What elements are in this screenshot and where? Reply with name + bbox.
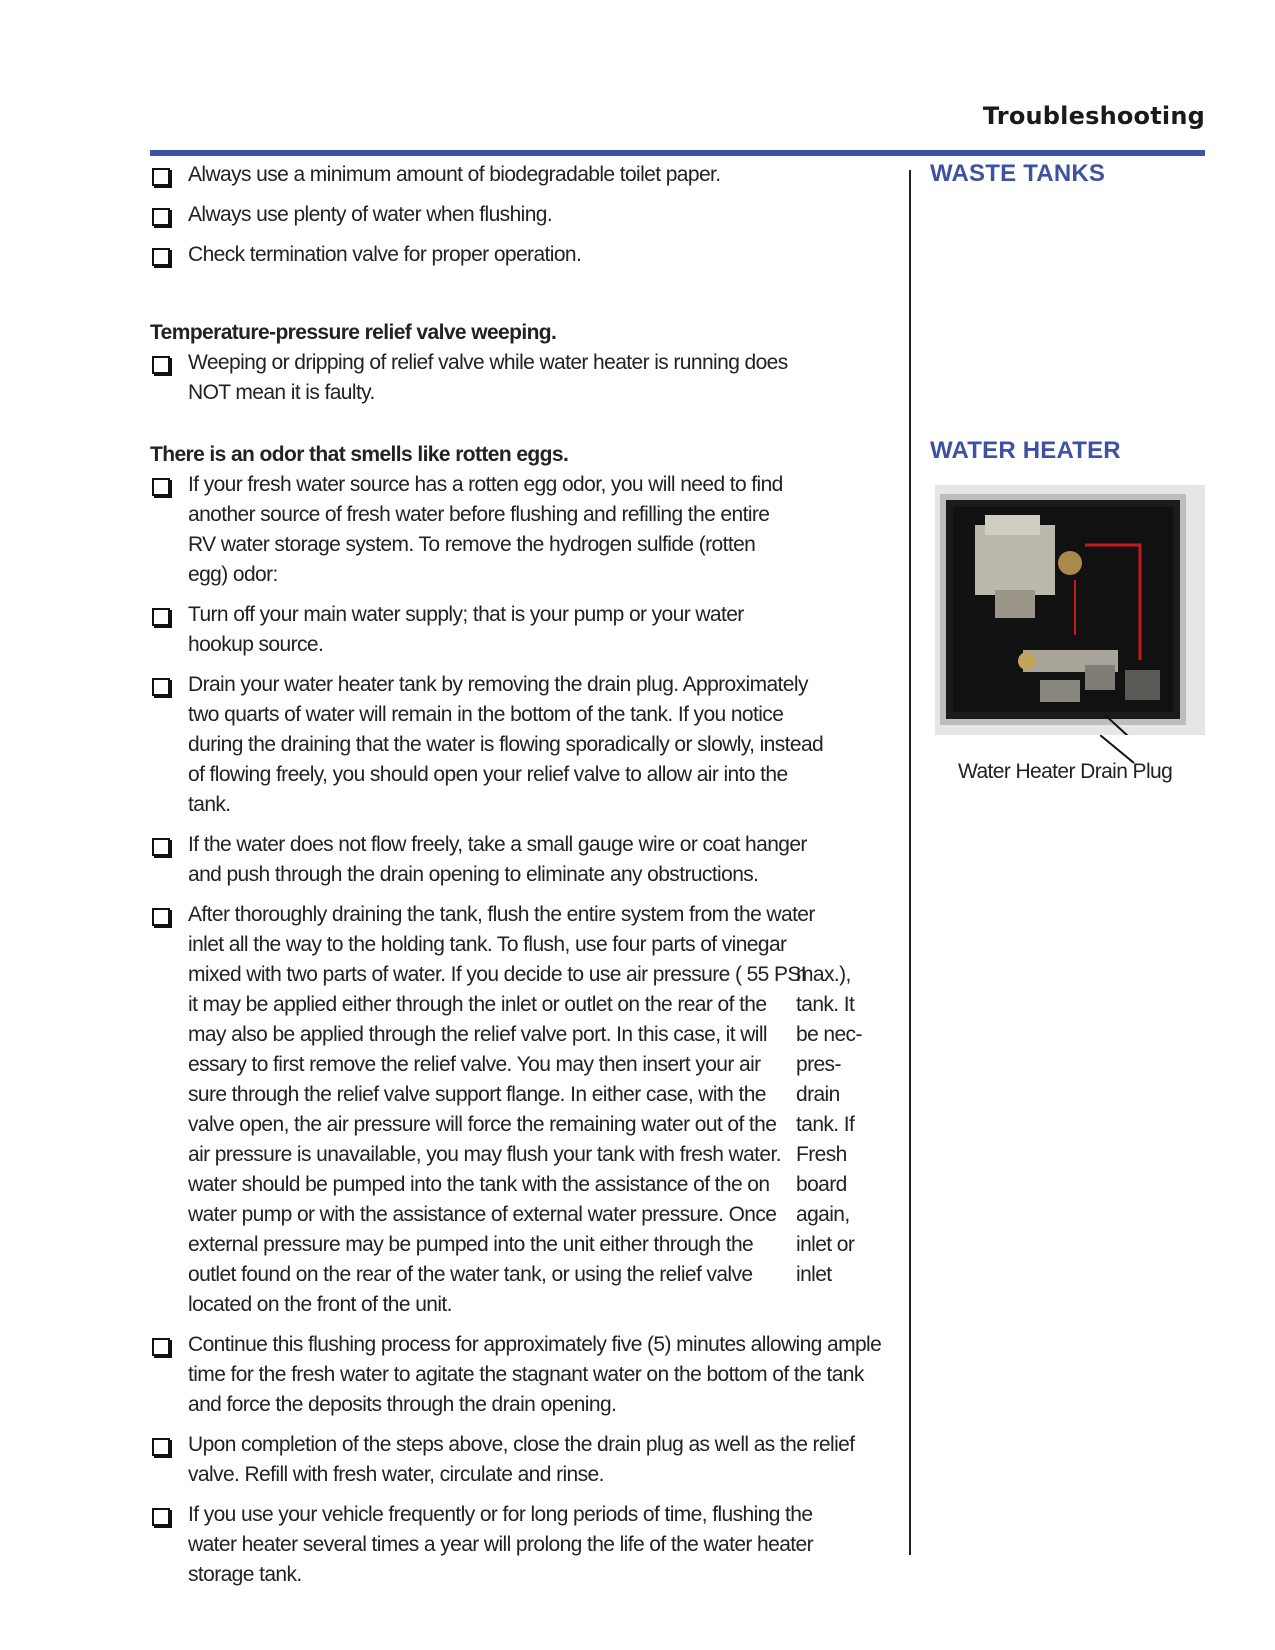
list-item [150, 240, 895, 270]
side-fragment: board [796, 1173, 847, 1196]
item-text: Always use a minimum amount of biodegradable toilet paper. [188, 163, 721, 186]
flush-two-column [188, 963, 888, 1320]
side-fragment: pres- [796, 1053, 841, 1076]
checkbox-icon [152, 356, 170, 374]
header-rule [150, 150, 1205, 156]
column-divider [909, 170, 911, 1555]
side-fragment: again, [796, 1203, 850, 1226]
item-text: If the water does not flow freely, take a small gauge wire or coat hanger and push through the drain opening to eliminate any obstructions. [188, 833, 807, 886]
item-text: Continue this flushing process for approximately five (5) minutes allowing ample time for the fresh water to agitate the stagnant water on the bottom of the tank and force the deposits through the drain opening. [188, 1333, 882, 1416]
side-fragment: inlet or [796, 1233, 855, 1256]
checkbox-icon [152, 1508, 170, 1526]
list-item [150, 670, 828, 820]
checkbox-icon [152, 608, 170, 626]
item-text: Weeping or dripping of relief valve while water heater is running does NOT mean it is faulty. [188, 351, 788, 404]
odor-heading: There is an odor that smells like rotten eggs. [150, 443, 569, 466]
checkbox-icon [152, 678, 170, 696]
flush-side-fragments [796, 960, 866, 1320]
flush-text-body: it may be applied either through the inlet or outlet on the rear of the may also be applied through the relief valve port. In this case, it will essary to first remove the relief valve. You may then insert your air sure through the relief valve support flange. In either case, with the valve open, the air pressure will force the remaining water out of the air pressure is unavailable, you may flush your tank with fresh water. water should be pumped into the tank with the assistance of the on water pump or with the assistance of external water pressure. Once external pressure may be pumped into the unit either through the outlet found on the rear of the water tank, or using the relief valve located on the front of the unit. [188, 993, 781, 1316]
item-text: If your fresh water source has a rotten egg odor, you will need to find another source of fresh water before flushing and refilling the entire RV water storage system. To remove the hydrogen sulfide (rotten egg) odor: [188, 473, 783, 586]
list-item [150, 830, 828, 890]
list-item [150, 200, 895, 230]
page-header-title: Troubleshooting [982, 102, 1205, 130]
checkbox-icon [152, 1438, 170, 1456]
item-text: If you use your vehicle frequently or for long periods of time, flushing the water heater several times a year will prolong the life of the water heater storage tank. [188, 1503, 814, 1586]
side-fragment: tank. If [796, 1113, 855, 1136]
checkbox-icon [152, 208, 170, 226]
checkbox-icon [152, 248, 170, 266]
water-heater-heading: WATER HEATER [930, 437, 1121, 464]
side-fragment: max.), [796, 963, 851, 986]
checkbox-icon [152, 168, 170, 186]
side-fragment: drain [796, 1083, 840, 1106]
relief-valve-heading: Temperature-pressure relief valve weeping. [150, 321, 557, 344]
flush-text-top: After thoroughly draining the tank, flush the entire system from the water inlet all the way to the holding tank. To flush, use four parts of vinegar mixed with two parts of water. If you decide to use air pressure ( 55 PSI [188, 903, 815, 986]
item-text: Upon completion of the steps above, close the drain plug as well as the relief valve. Refill with fresh water, circulate and rinse. [188, 1433, 855, 1486]
side-fragment: be nec- [796, 1023, 862, 1046]
item-text: Always use plenty of water when flushing. [188, 203, 553, 226]
water-heater-photo [935, 485, 1205, 735]
checkbox-icon [152, 1338, 170, 1356]
side-fragment: tank. It [796, 993, 855, 1016]
list-item [150, 348, 808, 408]
list-item [150, 160, 895, 190]
waste-tanks-heading: WASTE TANKS [930, 160, 1106, 187]
item-text: Check termination valve for proper operation. [188, 243, 582, 266]
item-text: Drain your water heater tank by removing the drain plug. Approximately two quarts of water will remain in the bottom of the tank. If you notice during the draining that the water is flowing sporadically or slowly, instead of flowing freely, you should open your relief valve to allow air into the tank. [188, 673, 824, 816]
list-item [150, 600, 788, 660]
list-item [150, 470, 788, 590]
item-text: Turn off your main water supply; that is your pump or your water hookup source. [188, 603, 744, 656]
main-column [150, 160, 895, 1600]
checkbox-icon [152, 478, 170, 496]
side-fragment: Fresh [796, 1143, 847, 1166]
list-item [150, 900, 888, 1320]
checkbox-icon [152, 838, 170, 856]
photo-caption: Water Heater Drain Plug [958, 760, 1173, 783]
checkbox-icon [152, 908, 170, 926]
side-fragment: inlet [796, 1263, 832, 1286]
list-item [150, 1430, 888, 1490]
list-item [150, 1330, 888, 1420]
list-item [150, 1500, 848, 1590]
